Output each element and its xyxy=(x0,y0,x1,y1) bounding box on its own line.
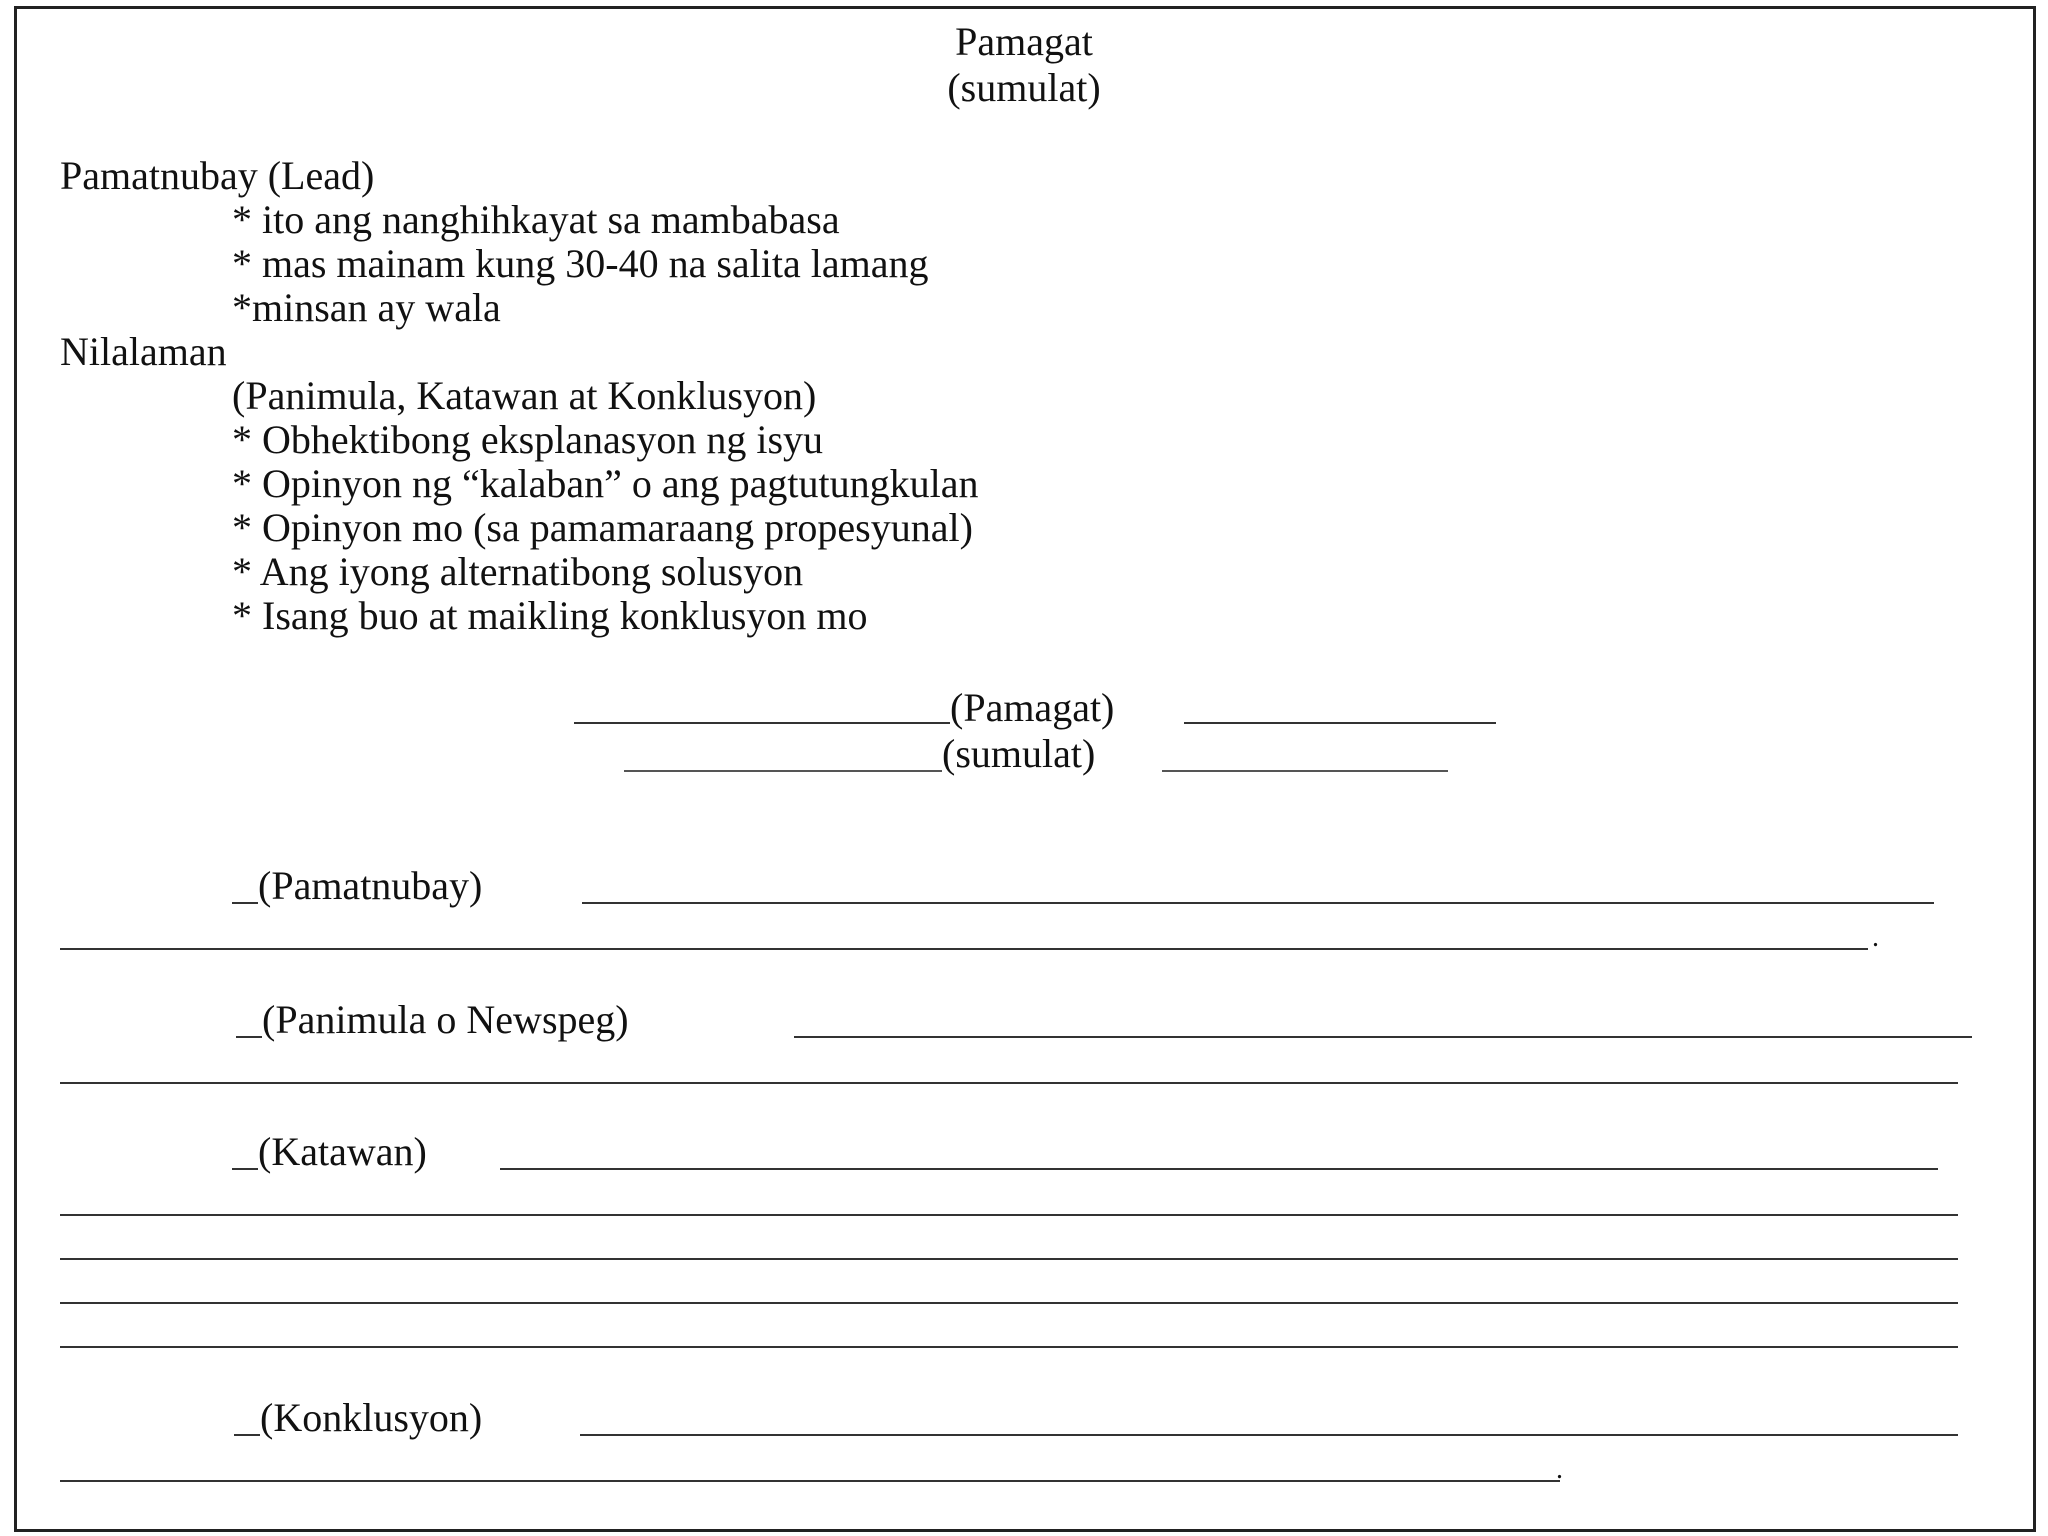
body-rule xyxy=(500,1168,1938,1170)
lead-rule-line2 xyxy=(60,948,1868,950)
page-author: (sumulat) xyxy=(947,65,1101,110)
content-heading: Nilalaman xyxy=(60,329,227,374)
content-point: * Ang iyong alternatibong solusyon xyxy=(232,549,804,594)
conclusion-rule-prefix xyxy=(234,1434,260,1436)
template-conclusion-label: (Konklusyon) xyxy=(260,1395,483,1440)
lead-point: * ito ang nanghihkayat sa mambabasa xyxy=(232,197,840,242)
author-rule-right xyxy=(1162,770,1448,772)
content-point: * Opinyon mo (sa pamamaraang propesyunal) xyxy=(232,505,973,550)
template-title-label: (Pamagat) xyxy=(950,685,1115,730)
conclusion-rule xyxy=(580,1434,1958,1436)
intro-rule-prefix xyxy=(236,1036,262,1038)
title-rule-right xyxy=(1184,722,1496,724)
lead-heading: Pamatnubay (Lead) xyxy=(60,153,375,198)
content-point: * Obhektibong eksplanasyon ng isyu xyxy=(232,417,824,462)
lead-point: * mas mainam kung 30-40 na salita lamang xyxy=(232,241,929,286)
body-rule-line3 xyxy=(60,1258,1958,1260)
content-point: * Opinyon ng “kalaban” o ang pagtutungkulan xyxy=(232,461,979,506)
lead-rule xyxy=(582,902,1934,904)
conclusion-period: . xyxy=(1556,1454,1563,1485)
template-intro-label: (Panimula o Newspeg) xyxy=(262,997,629,1042)
body-rule-prefix xyxy=(232,1168,258,1170)
body-rule-line5 xyxy=(60,1346,1958,1348)
template-author-label: (sumulat) xyxy=(942,731,1096,776)
intro-rule xyxy=(794,1036,1972,1038)
content-point: * Isang buo at maikling konklusyon mo xyxy=(232,593,868,638)
lead-period: . xyxy=(1872,922,1879,953)
lead-rule-prefix xyxy=(232,902,258,904)
template-body-label: (Katawan) xyxy=(258,1129,427,1174)
conclusion-rule-line2 xyxy=(60,1480,1560,1482)
body-rule-line4 xyxy=(60,1302,1958,1304)
body-rule-line2 xyxy=(60,1214,1958,1216)
lead-point: *minsan ay wala xyxy=(232,285,501,330)
page-title: Pamagat xyxy=(955,19,1093,64)
intro-rule-line2 xyxy=(60,1082,1958,1084)
content-parts: (Panimula, Katawan at Konklusyon) xyxy=(232,373,817,418)
title-rule-left xyxy=(574,722,950,724)
author-rule-left xyxy=(624,770,942,772)
template-lead-label: (Pamatnubay) xyxy=(258,863,483,908)
